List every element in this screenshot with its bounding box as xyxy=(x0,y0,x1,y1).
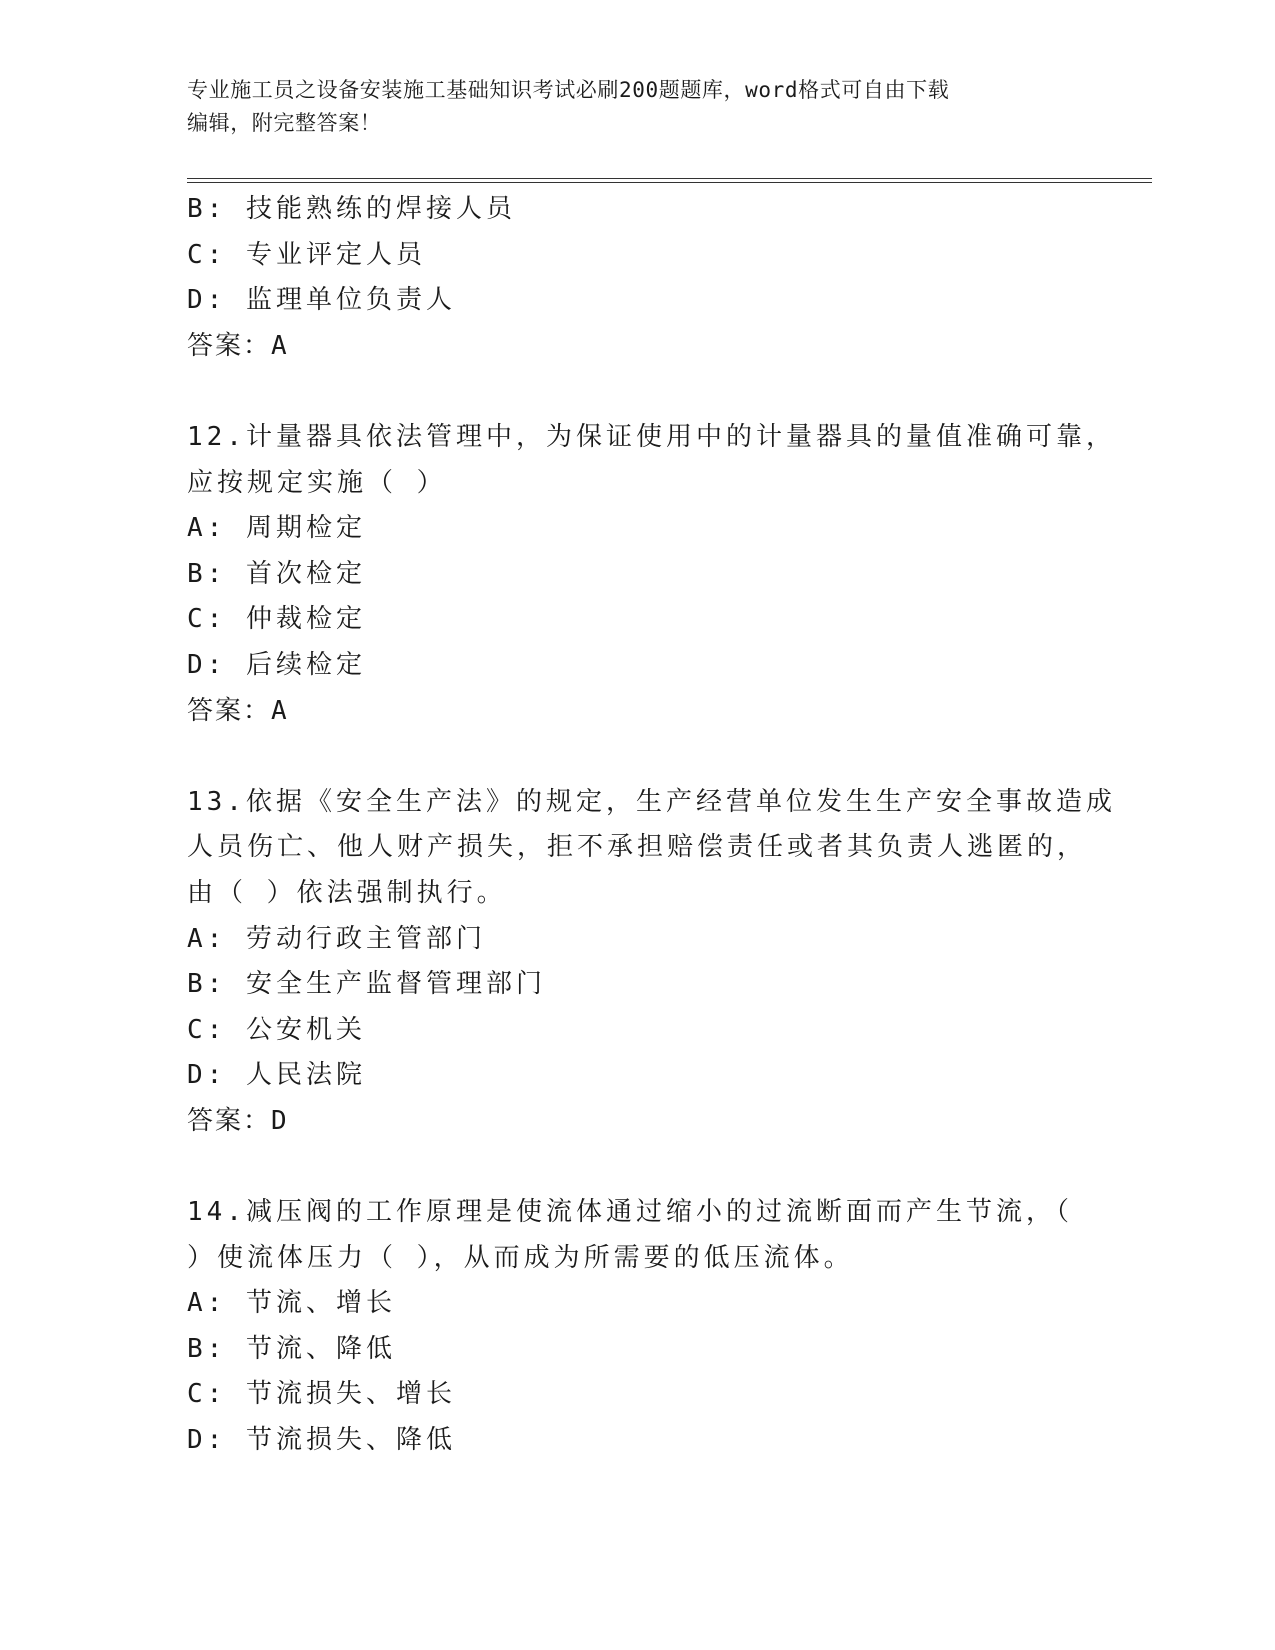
option-c: C: 节流损失、增长 xyxy=(187,1379,456,1410)
option-b: B: 安全生产监督管理部门 xyxy=(187,969,546,1000)
header-line-2: 编辑，附完整答案！ xyxy=(187,111,382,135)
question-stem: 13.依据《安全生产法》的规定，生产经营单位发生生产安全事故造成 xyxy=(187,786,1116,817)
header-rule-top xyxy=(187,178,1152,179)
answer: 答案：A xyxy=(187,695,289,726)
option-b: B: 节流、降低 xyxy=(187,1333,396,1364)
option-c: C: 公安机关 xyxy=(187,1014,366,1045)
option-c: C: 专业评定人员 xyxy=(187,239,426,270)
option-b: B: 首次检定 xyxy=(187,558,366,589)
spacer xyxy=(187,1144,1152,1190)
question-stem: 14.减压阀的工作原理是使流体通过缩小的过流断面而产生节流，（ xyxy=(187,1197,1073,1228)
option-d: D: 后续检定 xyxy=(187,649,366,680)
question-stem: 人员伤亡、他人财产损失，拒不承担赔偿责任或者其负责人逃匿的， xyxy=(187,832,1088,863)
option-d: D: 节流损失、降低 xyxy=(187,1425,456,1456)
spacer xyxy=(187,734,1152,780)
question-11 xyxy=(187,187,1152,369)
document-header xyxy=(187,74,1087,140)
question-13 xyxy=(187,780,1152,1145)
question-list xyxy=(187,187,1152,1464)
option-c: C: 仲裁检定 xyxy=(187,604,366,635)
header-line-1: 专业施工员之设备安装施工基础知识考试必刷200题题库，word格式可自由下载 xyxy=(187,78,950,102)
option-b: B: 技能熟练的焊接人员 xyxy=(187,194,516,224)
question-14 xyxy=(187,1190,1152,1464)
question-12 xyxy=(187,415,1152,734)
question-stem: 12.计量器具依法管理中，为保证使用中的计量器具的量值准确可靠， xyxy=(187,421,1116,452)
question-stem: 由（ ）依法强制执行。 xyxy=(187,877,507,908)
header-rule-bottom xyxy=(187,182,1152,183)
option-d: D: 监理单位负责人 xyxy=(187,285,456,316)
option-d: D: 人民法院 xyxy=(187,1060,366,1091)
answer: 答案：D xyxy=(187,1105,289,1136)
answer: 答案：A xyxy=(187,330,289,361)
question-stem: 应按规定实施（ ） xyxy=(187,467,447,498)
option-a: A: 周期检定 xyxy=(187,513,366,544)
option-a: A: 节流、增长 xyxy=(187,1288,396,1319)
question-stem: ）使流体压力（ ），从而成为所需要的低压流体。 xyxy=(187,1242,854,1273)
option-a: A: 劳动行政主管部门 xyxy=(187,923,486,954)
spacer xyxy=(187,369,1152,415)
